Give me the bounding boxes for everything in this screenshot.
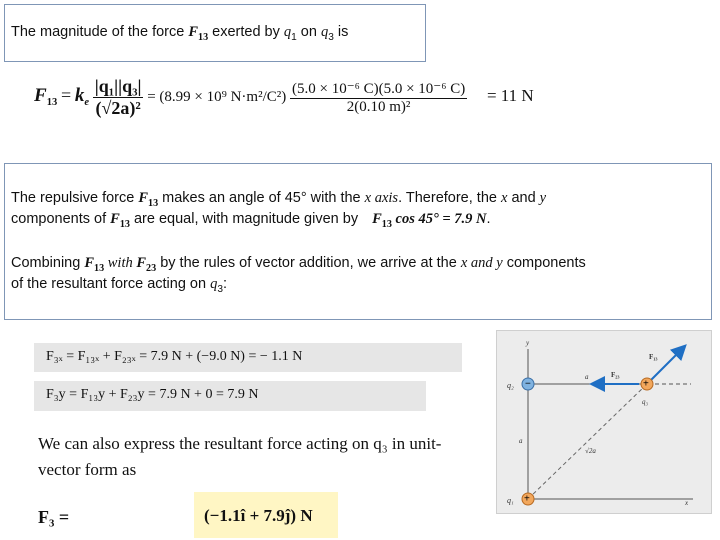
box2-line1-d: and [507,190,540,206]
box2-line3-a: Combining [11,255,85,271]
intro-force: F [188,24,198,40]
q1-sign: + [524,493,530,505]
final-lhs: F₃ = [38,507,70,527]
box2-line3-f13-sub: 13 [94,262,105,274]
box2-line2-force: F [110,211,120,227]
box2-line2-a: components of [11,211,111,227]
box2-line2-expr-rest: cos 45° = 7.9 N [391,211,487,227]
intro-middle: exerted by [208,24,284,40]
x-axis-label: x [685,499,689,507]
box2-line1-x: x [500,190,508,206]
intro-on: on [296,24,321,40]
components-box [4,163,712,320]
box2-line3-c: components [502,255,586,271]
unit-vector-line1: We can also express the resultant force acting on q₃ in unit- [38,434,442,453]
eq1-lhs: F [34,84,47,106]
intro-q1: q [283,24,292,40]
final-highlight [194,492,338,538]
box2-line3-xy: x and y [460,255,503,271]
charge-diagram [496,330,712,514]
box2-line3-b: by the rules of vector addition, we arrive at the [156,255,461,271]
y-component-equation [34,381,426,411]
q2-label: q₂ [507,381,514,390]
a-left-label: a [519,437,523,445]
box2-line2-expr: F [372,211,382,227]
eq1-denominator2: 2(0.10 m)² [346,99,411,115]
unit-vector-text [38,431,441,483]
f13-label: F₁₃ [649,353,658,361]
magnitude-equation [34,76,534,119]
intro-q1-sub: 1 [291,31,297,43]
unit-vector-line2: vector form as [38,460,137,479]
box2-line2-end: . [486,211,491,227]
box2-line1-y: y [539,190,547,206]
intro-q3-sub: 3 [328,31,334,43]
box2-line2-force-sub: 13 [119,218,130,230]
diagonal-line [528,384,647,499]
box2-line1-force-sub: 13 [148,197,159,209]
sqrt2a-label: √2a [585,447,596,455]
box2-line4-q: q [210,276,218,292]
box2-line4-q-sub: 3 [217,283,223,295]
x-component-equation [34,343,462,372]
box2-line2-b: are equal, with magnitude given by [129,211,363,227]
y-axis-label: y [526,339,530,347]
eq1-fraction2 [290,79,467,116]
eq1-denominator: (√2a)² [95,98,141,118]
intro-q3: q [320,24,329,40]
intro-before: The magnitude of the force [11,24,189,40]
eq1-fraction [93,76,144,119]
box2-line3-f23-sub: 23 [146,262,157,274]
box2-line1-xaxis: x axis [364,190,399,206]
box2-line3-with: with [104,255,137,271]
eq1-numerator2: (5.0 × 10⁻⁶ C)(5.0 × 10⁻⁶ C) [292,81,466,97]
q3-sign: + [643,378,649,390]
eq1-constant: = (8.99 × 10⁹ N·m²/C²) [147,88,287,105]
intro-text [11,24,348,43]
eq1-lhs-sub: 13 [46,96,58,108]
eq1-k: k [74,84,85,106]
y-component-text: F₃y = F₁₃y + F₂₃y = 7.9 N + 0 = 7.9 N [46,387,259,402]
box2-line2-expr-sub: 13 [381,218,392,230]
intro-end: is [333,24,349,40]
box2-line4 [11,274,711,300]
eq1-eq: = [60,84,72,105]
box2-line1-a: The repulsive force [11,190,139,206]
box2-line1-force: F [138,190,149,206]
box2-line4-end: : [222,276,228,292]
x-component-text: F₃ₓ = F₁₃ₓ + F₂₃ₓ = 7.9 N + (−9.0 N) = − 1.1 N [46,349,303,364]
box2-line2 [11,209,711,235]
box2-line4-text: of the resultant force acting on [11,276,211,292]
q3-label: q₃ [642,398,648,406]
box2-line3-f23: F [136,255,147,271]
a-top-label: a [585,373,589,381]
diagram-svg [497,331,711,513]
f13-arrow [651,347,684,380]
eq1-result: = 11 N [486,85,534,105]
eq1-numerator: |q₁||q₃| [94,76,142,96]
q2-sign: − [525,378,531,390]
f23-label: F₂₃ [611,371,620,379]
box2-line1-c: . Therefore, the [398,190,501,206]
box2-line1-b: makes an angle of 45° with the [158,190,365,206]
intro-force-sub: 13 [198,31,209,43]
eq1-k-sub: e [84,96,90,108]
final-rhs: (−1.1î + 7.9ĵ) N [204,506,313,525]
box2-line3-f13: F [84,255,95,271]
intro-box [4,4,426,62]
q1-label: q₁ [507,496,514,505]
